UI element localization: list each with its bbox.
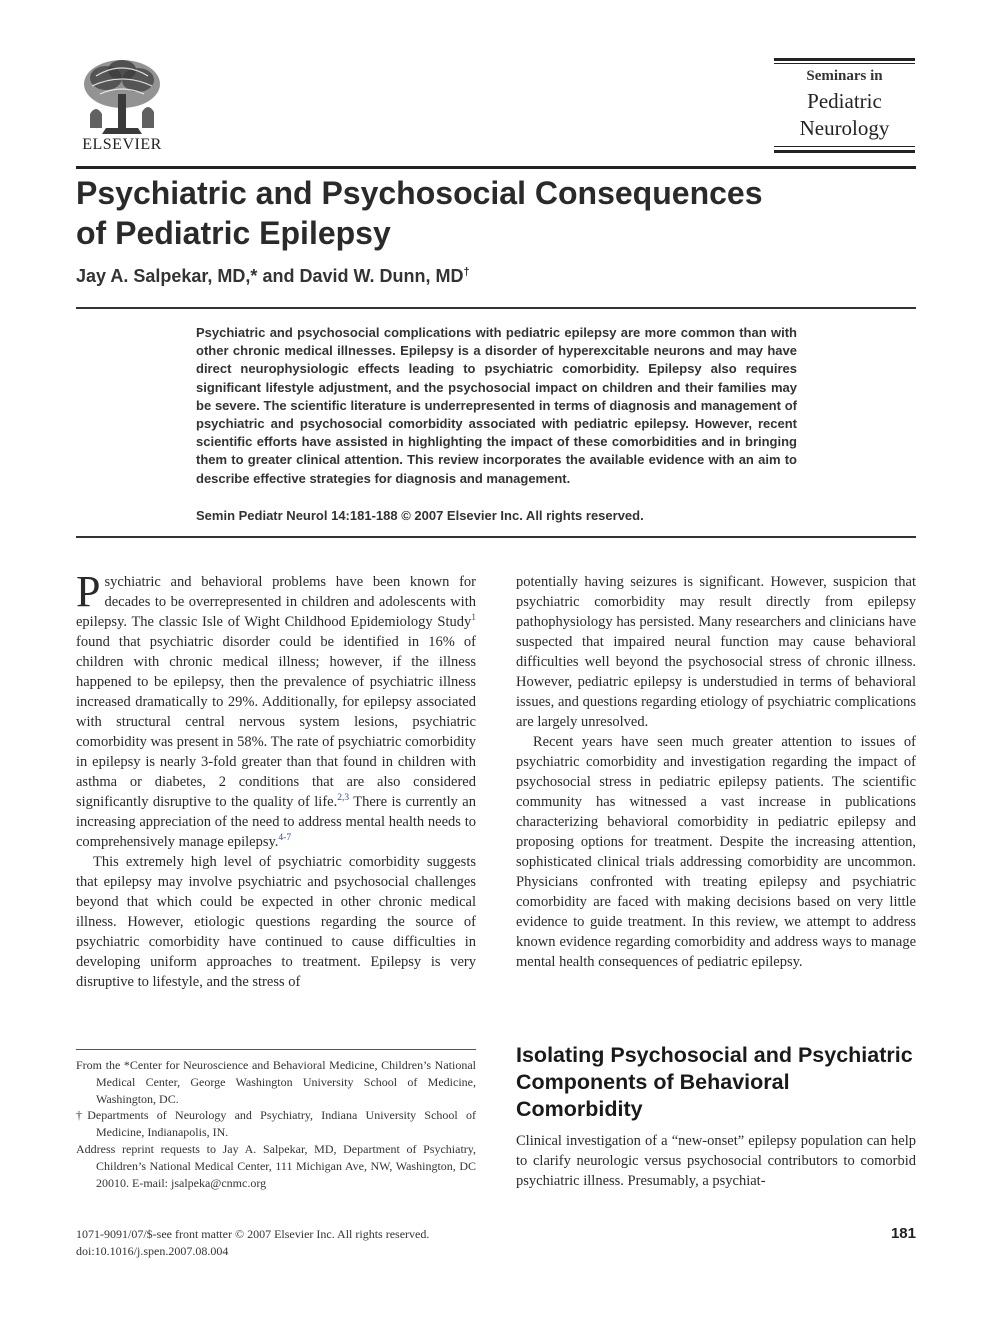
reference-link-1[interactable]: 1 (471, 613, 476, 624)
footnote-affiliation-2: †Departments of Neurology and Psychiatry, Indiana University School of Medicine, Indianapolis, IN. (76, 1108, 476, 1140)
article-title: Psychiatric and Psychosocial Consequences of Pediatric Epilepsy (76, 175, 763, 251)
paragraph-4: Recent years have seen much greater attention to issues of psychiatric comorbidity and investigation regarding the impact of psychosocial stress in pediatric epilepsy patients. The scientific community has witnessed a vast increase in publications characterizing behavioral comorbidity in pediatric epilepsy and proposing options for treatment. Despite the increasing attention, sophisticated clinical trials addressing comorbidity are uncommon. Physicians confronted with treating epilepsy and psychiatric comorbidity are faced with making decisions based on very little evidence to guide treatment. In this review, we attempt to address known evidence regarding comorbidity and address ways to manage mental health consequences of pediatric epilepsy. (516, 734, 916, 970)
journal-masthead (774, 58, 915, 154)
masthead-rule-bottom-thin (774, 146, 915, 147)
publisher-name: ELSEVIER (82, 136, 162, 153)
footer-doi: doi:10.1016/j.spen.2007.08.004 (76, 1244, 229, 1258)
abstract-rule-top (76, 307, 916, 309)
paragraph-3: potentially having seizures is significant. However, suspicion that psychiatric comorbidity may result directly from epilepsy pathophysiology has persisted. Many researchers and clinicians have suspected that impaired neural function may cause behavioral difficulties well beyond the psychosocial stress of chronic illness. However, pediatric epilepsy is understudied in terms of behavioral issues, and questions regarding etiology of psychiatric complications are largely unresolved. (516, 574, 916, 730)
journal-name-line1: Pediatric (807, 89, 882, 113)
masthead-rule-top-thin (774, 63, 915, 64)
reference-link-4-7[interactable]: 4-7 (278, 833, 292, 844)
footer-copyright: 1071-9091/07/$-see front matter © 2007 Elsevier Inc. All rights reserved. (76, 1227, 430, 1241)
footnote-reprint-address: Address reprint requests to Jay A. Salpekar, MD, Department of Psychiatry, Children’s National Medical Center, 111 Michigan Ave, NW, Washington, DC 20010. E-mail: jsalpeka@cnmc.org (76, 1141, 476, 1190)
body-column-right-lower (516, 1131, 916, 1191)
author-conjunction: and (257, 266, 300, 286)
body-column-right (516, 572, 916, 972)
footnote-rule (76, 1049, 476, 1050)
paragraph-1-text-a: sychiatric and behavioral problems have been known for decades to be overrepresented in children and adolescents with epilepsy. The classic Isle of Wight Childhood Epidemiology Study (76, 574, 476, 630)
elsevier-tree-icon (76, 56, 168, 138)
author-line (76, 266, 470, 287)
paragraph-1-text-c: There is currently an increasing appreciation of the need to address mental health needs to comprehensively manage epilepsy. (76, 794, 476, 850)
header-rule (76, 166, 916, 169)
paragraph-5: Clinical investigation of a “new-onset” epilepsy population can help to clarify neurologic versus psychosocial contributors to comorbid psychiatric illness. Presumably, a psychiat- (516, 1133, 916, 1189)
page-number: 181 (890, 1225, 916, 1242)
drop-cap: P (76, 567, 101, 616)
page-footer (76, 1226, 429, 1260)
masthead-rule-bottom (774, 150, 915, 153)
section-heading: Isolating Psychosocial and Psychiatric Components of Behavioral Comorbidity (516, 1043, 913, 1121)
paragraph-2: This extremely high level of psychiatric comorbidity suggests that epilepsy may involve psychiatric and psychosocial challenges beyond that which could be expected in other chronic medical illness. However, etiologic questions regarding the source of psychiatric comorbidity have continued to cause difficulties in developing uniform approaches to treatment. Epilepsy is very disruptive to lifestyle, and the stress of (76, 854, 476, 990)
body-column-left (76, 567, 476, 992)
paragraph-1 (76, 567, 476, 852)
author-1: Jay A. Salpekar, MD,* (76, 266, 258, 286)
abstract-rule-bottom (76, 536, 916, 538)
abstract-citation: Semin Pediatr Neurol 14:181-188 © 2007 Elsevier Inc. All rights reserved. (196, 508, 644, 523)
journal-name-line2: Neurology (799, 116, 890, 140)
author-2-affiliation-mark: † (463, 266, 470, 278)
abstract-text: Psychiatric and psychosocial complications with pediatric epilepsy are more common than with other chronic medical illnesses. Epilepsy is a disorder of hyperexcitable neurons and may have direct neurophysiologic effects leading to psychiatric comorbidity. Epilepsy also requires significant lifestyle adjustment, and the psychosocial impact on children and their families may be severe. The scientific literature is underrepresented in terms of diagnosis and management of psychiatric and psychosocial comorbidity associated with pediatric epilepsy. However, recent scientific efforts have assisted in highlighting the impact of these comorbidities and in bringing them to greater clinical attention. This review incorporates the available evidence with an aim to describe effective strategies for diagnosis and management. (196, 325, 797, 486)
author-2: David W. Dunn, MD (299, 266, 464, 286)
journal-name-small: Seminars in (806, 68, 883, 84)
reference-link-2-3[interactable]: 2,3 (337, 793, 350, 804)
footnotes (76, 1057, 476, 1191)
footnote-affiliation-1: From the *Center for Neuroscience and Behavioral Medicine, Children’s National Medical Center, George Washington University School of Medicine, Washington, DC. (76, 1058, 476, 1106)
paragraph-1-text-b: found that psychiatric disorder could be identified in 16% of children with chronic medical illness; however, if the illness happened to be epilepsy, then the prevalence of psychiatric illness increased dramatically to 29%. Additionally, for epilepsy associated with structural central nervous system lesions, psychiatric comorbidity was present in 58%. The rate of psychiatric comorbidity in epilepsy is nearly 3-fold greater than that found in children with asthma or diabetes, 2 conditions that are also considered significantly disruptive to the quality of life. (76, 634, 476, 810)
masthead-rule-top (774, 58, 915, 61)
publisher-logo (76, 56, 168, 156)
